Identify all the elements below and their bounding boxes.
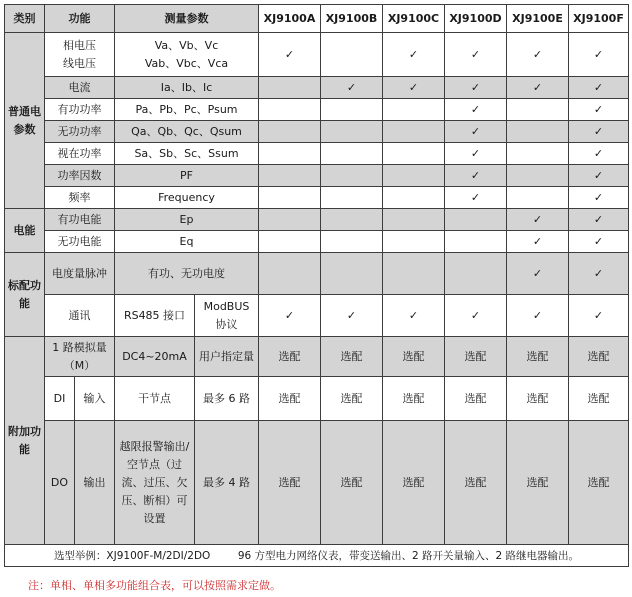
mark-cell <box>383 231 445 253</box>
mark-cell: ✓ <box>569 77 629 99</box>
table-row <box>5 337 629 377</box>
function-label: 频率 <box>45 187 115 209</box>
mark-cell: ✓ <box>569 99 629 121</box>
parameter-label: 越限报警输出/空节点（过流、过压、欠压、断相）可设置 <box>115 421 195 545</box>
table-row <box>5 33 629 77</box>
mark-cell: ✓ <box>507 253 569 295</box>
function-label: 无功电能 <box>45 231 115 253</box>
option-cell: 选配 <box>383 377 445 421</box>
mark-cell <box>321 33 383 77</box>
table-row <box>5 77 629 99</box>
option-cell: 选配 <box>259 337 321 377</box>
mark-cell <box>383 187 445 209</box>
category-electrical: 普通电参数 <box>5 33 45 209</box>
option-cell: 选配 <box>259 377 321 421</box>
mark-cell <box>507 187 569 209</box>
option-cell: 选配 <box>507 421 569 545</box>
parameter-label: Ia、Ib、Ic <box>115 77 259 99</box>
mark-cell <box>259 121 321 143</box>
table-row <box>5 231 629 253</box>
mark-cell: ✓ <box>569 165 629 187</box>
header-model: XJ9100E <box>507 5 569 33</box>
mark-cell <box>445 231 507 253</box>
mark-cell: ✓ <box>383 295 445 337</box>
mark-cell <box>507 165 569 187</box>
option-cell: 选配 <box>321 421 383 545</box>
mark-cell: ✓ <box>445 99 507 121</box>
option-cell: 选配 <box>445 377 507 421</box>
function-label: 输入 <box>75 377 115 421</box>
parameter-label: 用户指定量 <box>195 337 259 377</box>
example-cell <box>5 545 629 567</box>
option-cell: 选配 <box>259 421 321 545</box>
mark-cell <box>259 231 321 253</box>
mark-cell <box>321 99 383 121</box>
mark-cell: ✓ <box>445 295 507 337</box>
option-cell: 选配 <box>383 421 445 545</box>
parameter-label: Eq <box>115 231 259 253</box>
table-row <box>5 187 629 209</box>
mark-cell <box>259 99 321 121</box>
parameter-label: 最多 6 路 <box>195 377 259 421</box>
mark-cell <box>321 143 383 165</box>
option-cell: 选配 <box>507 377 569 421</box>
mark-cell <box>321 231 383 253</box>
mark-cell: ✓ <box>383 77 445 99</box>
table-row <box>5 165 629 187</box>
table-row <box>5 295 629 337</box>
category-optional: 附加功能 <box>5 337 45 545</box>
mark-cell: ✓ <box>569 231 629 253</box>
mark-cell: ✓ <box>445 165 507 187</box>
mark-cell: ✓ <box>445 143 507 165</box>
mark-cell: ✓ <box>321 77 383 99</box>
example-description: 96 方型电力网络仪表，带变送输出、2 路开关量输入、2 路继电器输出。 <box>237 549 580 562</box>
mark-cell: ✓ <box>569 295 629 337</box>
mark-cell: ✓ <box>507 295 569 337</box>
mark-cell: ✓ <box>569 143 629 165</box>
option-cell: 选配 <box>445 337 507 377</box>
mark-cell: ✓ <box>259 33 321 77</box>
mark-cell: ✓ <box>507 209 569 231</box>
parameter-label: RS485 接口 <box>115 295 195 337</box>
mark-cell: ✓ <box>259 295 321 337</box>
mark-cell: ✓ <box>445 33 507 77</box>
mark-cell <box>383 209 445 231</box>
option-cell: 选配 <box>445 421 507 545</box>
mark-cell <box>383 99 445 121</box>
mark-cell <box>259 165 321 187</box>
parameter-label: Frequency <box>115 187 259 209</box>
function-label: 电度量脉冲 <box>45 253 115 295</box>
option-cell: 选配 <box>321 337 383 377</box>
function-label: 视在功率 <box>45 143 115 165</box>
parameter-label: Va、Vb、Vc <box>154 38 219 52</box>
function-label: 线电压 <box>63 56 96 70</box>
function-label: 功率因数 <box>45 165 115 187</box>
mark-cell <box>445 209 507 231</box>
mark-cell: ✓ <box>569 253 629 295</box>
mark-cell <box>259 187 321 209</box>
mark-cell: ✓ <box>383 33 445 77</box>
parameter-label: Ep <box>115 209 259 231</box>
mark-cell <box>383 121 445 143</box>
mark-cell <box>383 165 445 187</box>
mark-cell <box>321 209 383 231</box>
category-energy: 电能 <box>5 209 45 253</box>
mark-cell <box>507 99 569 121</box>
function-label: 有功电能 <box>45 209 115 231</box>
mark-cell <box>259 209 321 231</box>
footnote: 注：单相、单相多功能组合表，可以按照需求定做。 <box>28 579 281 592</box>
parameter-label: 有功、无功电度 <box>115 253 259 295</box>
table-row <box>5 121 629 143</box>
mark-cell <box>259 253 321 295</box>
spec-table <box>4 4 629 567</box>
example-label: 选型举例：XJ9100F-M/2DI/2DO <box>53 549 211 562</box>
mark-cell: ✓ <box>507 77 569 99</box>
mark-cell: ✓ <box>445 121 507 143</box>
function-label: 输出 <box>75 421 115 545</box>
function-label: 相电压 <box>63 38 96 52</box>
example-row <box>5 545 629 567</box>
parameter-label: PF <box>115 165 259 187</box>
function-label: 1 路模拟量（M） <box>45 337 115 377</box>
mark-cell: ✓ <box>569 33 629 77</box>
header-model: XJ9100B <box>321 5 383 33</box>
mark-cell <box>259 77 321 99</box>
option-cell: 选配 <box>569 421 629 545</box>
parameter-label: DC4~20mA <box>115 337 195 377</box>
mark-cell <box>383 143 445 165</box>
function-label: 电流 <box>45 77 115 99</box>
mark-cell <box>259 143 321 165</box>
parameter-label: Sa、Sb、Sc、Ssum <box>115 143 259 165</box>
mark-cell <box>321 165 383 187</box>
table-row <box>5 143 629 165</box>
table-row <box>5 377 629 421</box>
mark-cell: ✓ <box>507 231 569 253</box>
mark-cell <box>507 143 569 165</box>
parameter-label: Qa、Qb、Qc、Qsum <box>115 121 259 143</box>
parameter-label: ModBUS 协议 <box>195 295 259 337</box>
header-function: 功能 <box>45 5 115 33</box>
parameter-label: 最多 4 路 <box>195 421 259 545</box>
mark-cell: ✓ <box>507 33 569 77</box>
option-cell: 选配 <box>507 337 569 377</box>
function-label: DI <box>45 377 75 421</box>
category-standard: 标配功能 <box>5 253 45 337</box>
mark-cell: ✓ <box>445 187 507 209</box>
header-model: XJ9100A <box>259 5 321 33</box>
table-row <box>5 209 629 231</box>
mark-cell <box>321 253 383 295</box>
mark-cell: ✓ <box>569 209 629 231</box>
table-row <box>5 421 629 545</box>
header-model: XJ9100C <box>383 5 445 33</box>
table-row <box>5 99 629 121</box>
table-row <box>5 253 629 295</box>
function-label: 通讯 <box>45 295 115 337</box>
header-row <box>5 5 629 33</box>
header-category: 类别 <box>5 5 45 33</box>
parameter-label: Vab、Vbc、Vca <box>144 56 229 70</box>
option-cell: 选配 <box>321 377 383 421</box>
parameter-label: 干节点 <box>115 377 195 421</box>
function-label: 无功功率 <box>45 121 115 143</box>
parameter-label: Pa、Pb、Pc、Psum <box>115 99 259 121</box>
function-label: 有功功率 <box>45 99 115 121</box>
parameter-cell <box>115 33 259 77</box>
option-cell: 选配 <box>569 377 629 421</box>
mark-cell: ✓ <box>569 121 629 143</box>
header-model: XJ9100D <box>445 5 507 33</box>
mark-cell: ✓ <box>569 187 629 209</box>
mark-cell <box>321 187 383 209</box>
mark-cell <box>445 253 507 295</box>
mark-cell <box>383 253 445 295</box>
option-cell: 选配 <box>569 337 629 377</box>
header-parameters: 测量参数 <box>115 5 259 33</box>
function-label: DO <box>45 421 75 545</box>
mark-cell: ✓ <box>445 77 507 99</box>
mark-cell <box>321 121 383 143</box>
function-cell <box>45 33 115 77</box>
header-model: XJ9100F <box>569 5 629 33</box>
option-cell: 选配 <box>383 337 445 377</box>
mark-cell: ✓ <box>321 295 383 337</box>
mark-cell <box>507 121 569 143</box>
